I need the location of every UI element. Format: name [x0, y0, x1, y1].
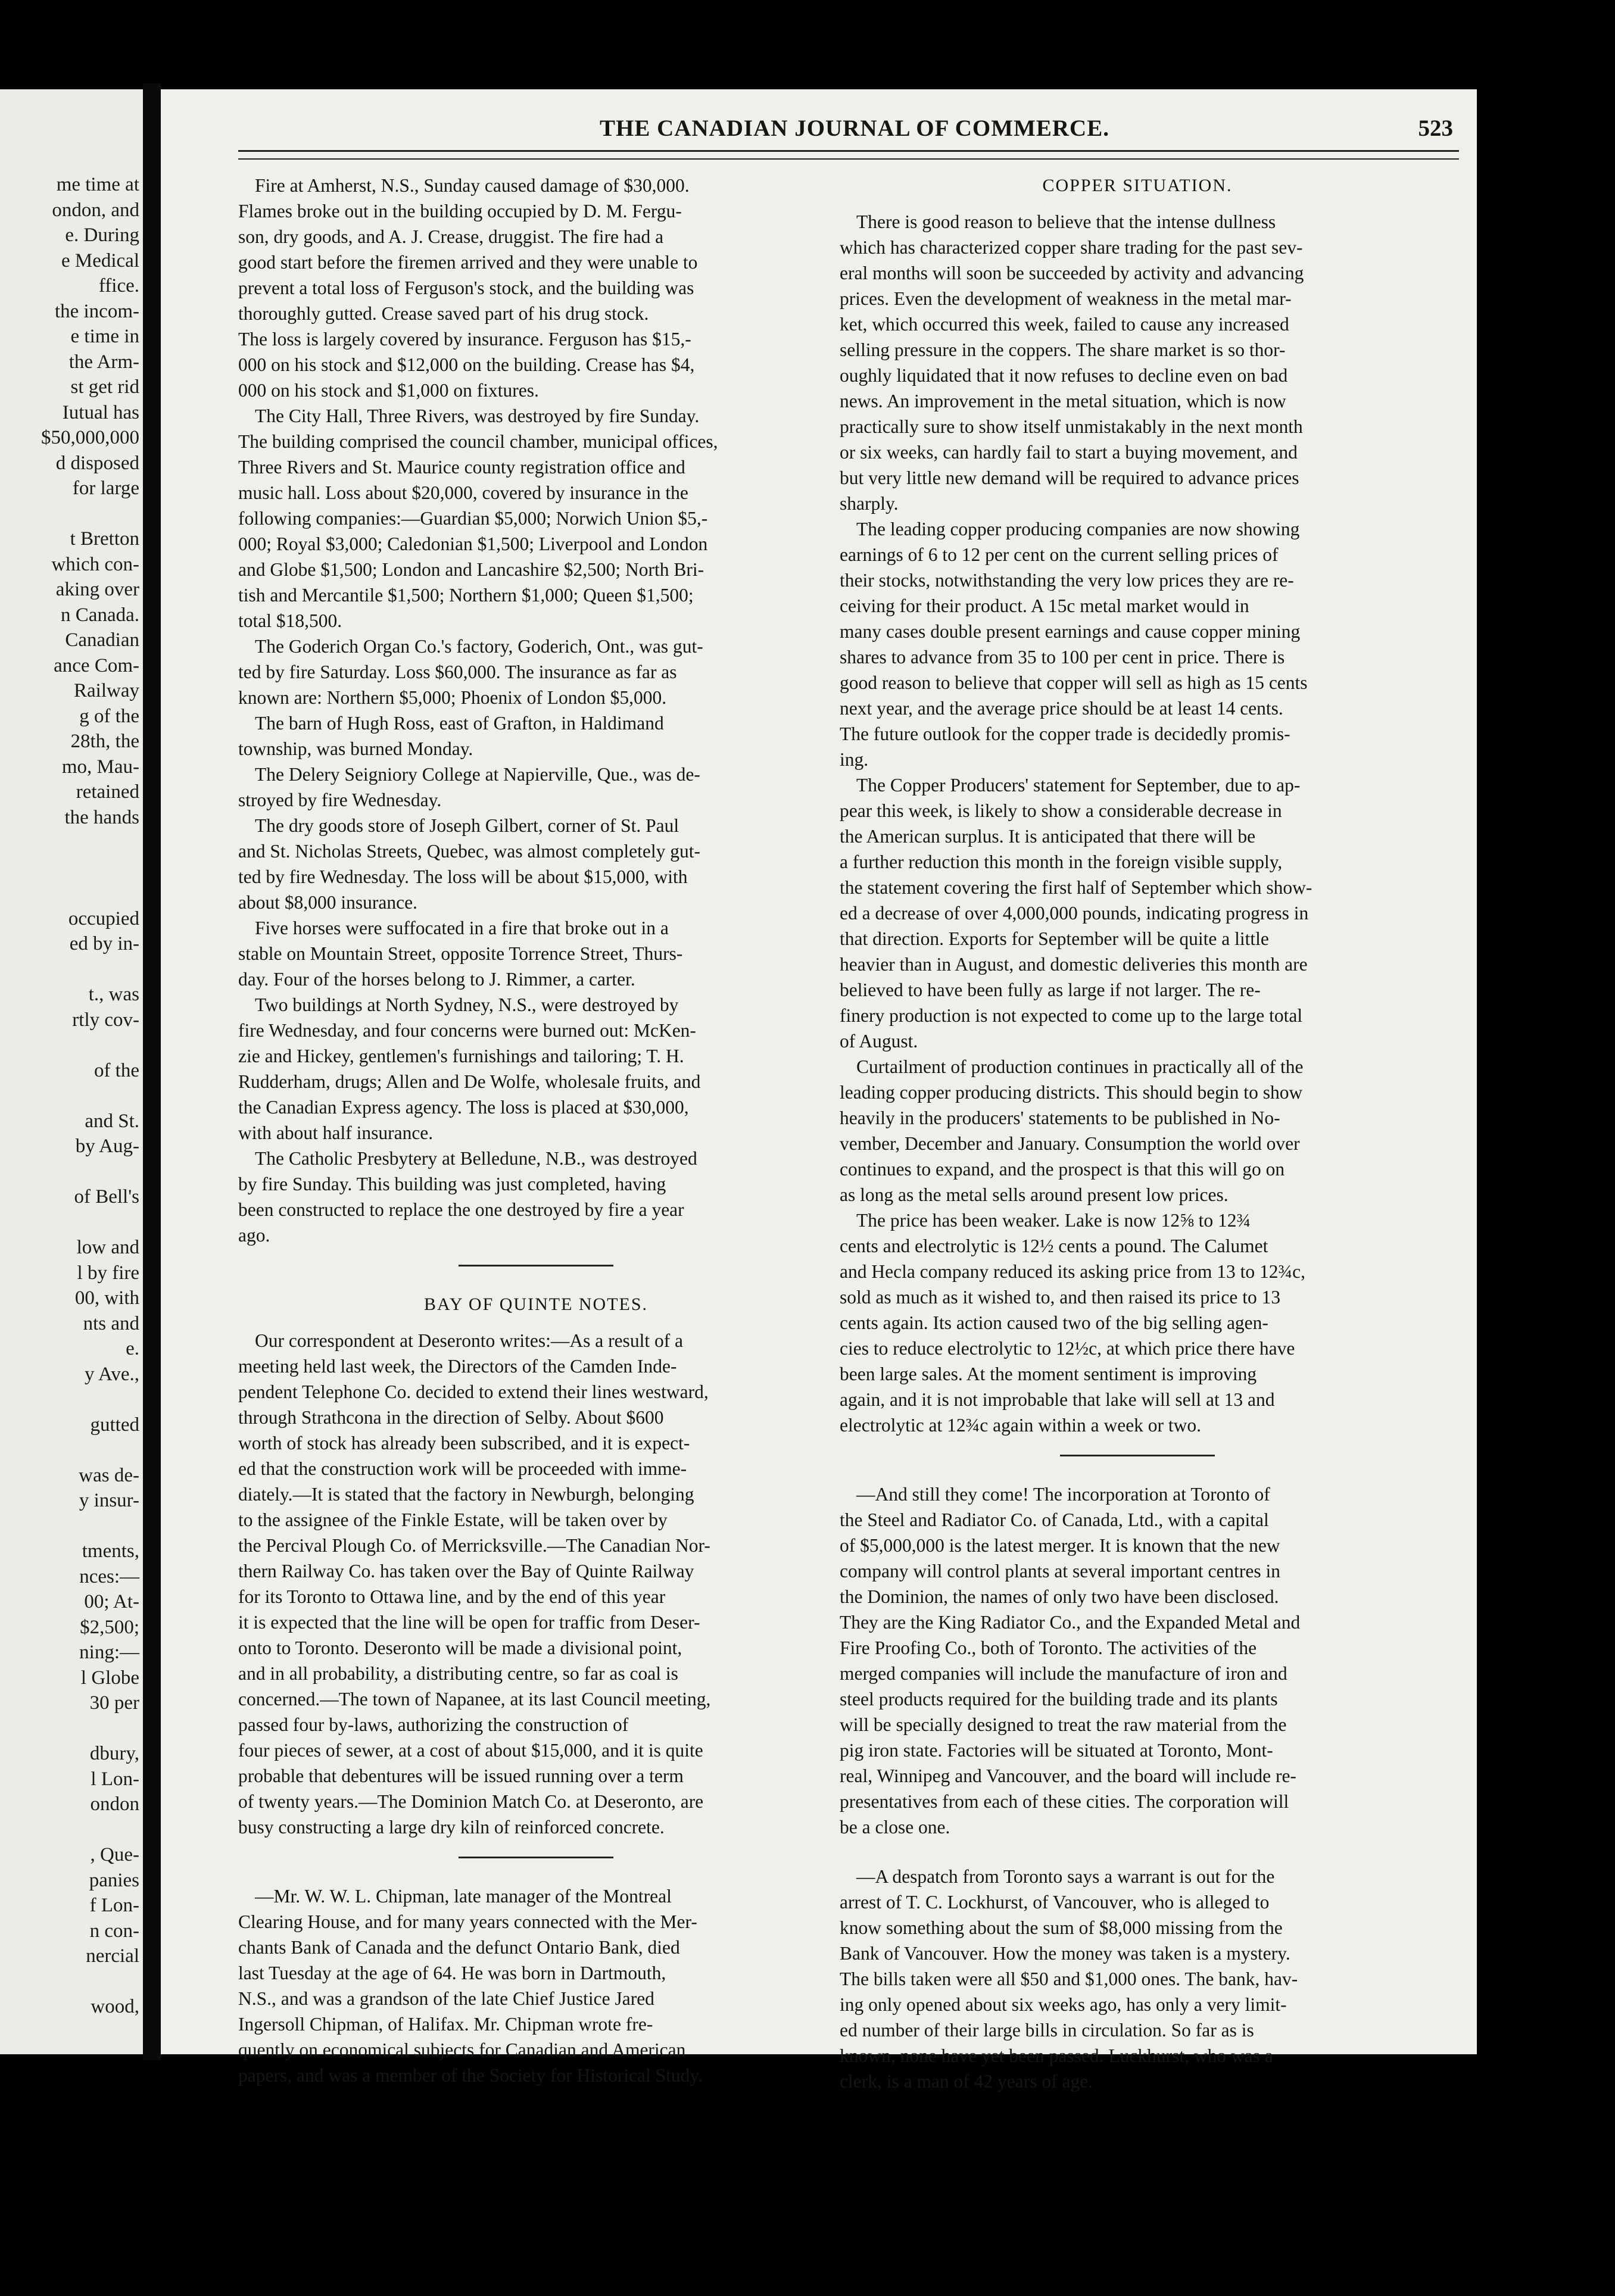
text-line: pig iron state. Factories will be situated at Toronto, Mont-	[840, 1740, 1273, 1761]
text-line: The future outlook for the copper trade is decidedly promis-	[840, 723, 1290, 744]
page-number: 523	[1418, 116, 1453, 141]
previous-page-fragment: t Bretton	[70, 528, 139, 550]
text-line: ing.	[840, 749, 869, 770]
previous-page-fragment: , Que-	[90, 1844, 139, 1866]
text-line: practically sure to show itself unmistakably in the next month	[840, 416, 1303, 437]
text-line: pendent Telephone Co. decided to extend their lines westward,	[238, 1381, 709, 1402]
text-line: The Delery Seigniory College at Napierville, Que., was de-	[255, 764, 700, 785]
previous-page-fragment: f Lon-	[89, 1895, 139, 1916]
text-line: diately.—It is stated that the factory in Newburgh, belonging	[238, 1484, 694, 1505]
text-line: and Hecla company reduced its asking price from 13 to 12¾c,	[840, 1261, 1305, 1282]
previous-page-fragment: y Ave.,	[85, 1363, 139, 1385]
text-line: clerk, is a man of 42 years of age.	[840, 2071, 1093, 2092]
text-line: N.S., and was a grandson of the late Chief Justice Jared	[238, 1988, 654, 2009]
section-divider	[459, 1857, 613, 1858]
text-line: cents again. Its action caused two of the big selling agen-	[840, 1312, 1268, 1333]
text-line: ket, which occurred this week, failed to cause any increased	[840, 314, 1289, 335]
previous-page-edge	[0, 89, 143, 2054]
text-line: finery production is not expected to come up to the large total	[840, 1005, 1303, 1026]
text-line: Two buildings at North Sydney, N.S., were destroyed by	[255, 994, 679, 1015]
text-line: Fire at Amherst, N.S., Sunday caused damage of $30,000.	[255, 175, 690, 196]
text-line: onto to Toronto. Deseronto will be made a divisional point,	[238, 1637, 682, 1658]
text-line: sold as much as it wished to, and then raised its price to 13	[840, 1287, 1281, 1308]
text-line: They are the King Radiator Co., and the Expanded Metal and	[840, 1612, 1301, 1633]
fire-reports	[238, 173, 834, 1248]
text-line: zie and Hickey, gentlemen's furnishings and tailoring; T. H.	[238, 1046, 684, 1066]
text-line: stable on Mountain Street, opposite Torrence Street, Thurs-	[238, 943, 683, 964]
text-line: know something about the sum of $8,000 missing from the	[840, 1917, 1283, 1938]
text-line: Our correspondent at Deseronto writes:—As a result of a	[255, 1330, 684, 1351]
text-line: it is expected that the line will be open for traffic from Deser-	[238, 1612, 700, 1633]
text-line: ing only opened about six weeks ago, has only a very limit-	[840, 1994, 1287, 2015]
text-line: next year, and the average price should be at least 14 cents.	[840, 698, 1283, 719]
previous-page-fragment: ffice.	[98, 275, 139, 297]
page-gutter	[143, 83, 161, 2060]
text-line: of twenty years.—The Dominion Match Co. at Deseronto, are	[238, 1791, 704, 1812]
text-line: prevent a total loss of Ferguson's stock, and the building was	[238, 277, 694, 298]
previous-page-fragment: the hands	[64, 806, 139, 828]
text-line: —A despatch from Toronto says a warrant is out for the	[856, 1866, 1275, 1887]
text-line: 000 on his stock and $12,000 on the building. Crease has $4,	[238, 354, 695, 375]
text-line: The price has been weaker. Lake is now 12⅝ to 12¾	[856, 1210, 1251, 1231]
previous-page-fragment: aking over	[55, 579, 139, 600]
previous-page-fragment: $2,500;	[80, 1616, 139, 1638]
text-line: last Tuesday at the age of 64. He was born in Dartmouth,	[238, 1963, 666, 1983]
previous-page-fragment: y insur-	[79, 1490, 139, 1511]
text-line: believed to have been fully as large if not larger. The re-	[840, 979, 1261, 1000]
text-line: through Strathcona in the direction of Selby. About $600	[238, 1407, 664, 1428]
previous-page-fragment: of the	[93, 1059, 139, 1081]
text-line: good start before the firemen arrived and they were unable to	[238, 252, 698, 273]
text-line: good reason to believe that copper will sell as high as 15 cents	[840, 672, 1308, 693]
previous-page-fragment: nces:—	[79, 1565, 139, 1587]
text-line: tish and Mercantile $1,500; Northern $1,000; Queen $1,500;	[238, 585, 694, 606]
text-line: news. An improvement in the metal situation, which is now	[840, 391, 1286, 411]
previous-page-fragment: wood,	[91, 1996, 139, 2017]
text-line: Rudderham, drugs; Allen and De Wolfe, wholesale fruits, and	[238, 1071, 701, 1092]
previous-page-fragment: g of the	[79, 705, 139, 727]
text-line: and St. Nicholas Streets, Quebec, was almost completely gut-	[238, 841, 700, 862]
previous-page-fragment: nts and	[83, 1312, 139, 1334]
text-line: company will control plants at several important centres in	[840, 1561, 1281, 1581]
text-line: 000 on his stock and $1,000 on fixtures.	[238, 380, 539, 401]
text-line: but very little new demand will be required to advance prices	[840, 467, 1299, 488]
text-line: quently on economical subjects for Canadian and American	[238, 2039, 686, 2060]
previous-page-fragment: t., was	[88, 984, 139, 1005]
text-line: four pieces of sewer, at a cost of about $15,000, and it is quite	[238, 1740, 703, 1761]
chipman-obituary	[238, 1883, 834, 2088]
text-line: electrolytic at 12¾c again within a week or two.	[840, 1415, 1202, 1436]
previous-page-fragment: ondon	[90, 1793, 139, 1815]
text-line: The bills taken were all $50 and $1,000 ones. The bank, hav-	[840, 1969, 1298, 1989]
text-line: Bank of Vancouver. How the money was taken is a mystery.	[840, 1943, 1290, 1964]
text-line: been large sales. At the moment sentiment is improving	[840, 1364, 1257, 1384]
previous-page-fragment: low and	[76, 1237, 139, 1258]
text-line: cents and electrolytic is 12½ cents a pound. The Calumet	[840, 1236, 1268, 1256]
text-line: The loss is largely covered by insurance. Ferguson has $15,-	[238, 329, 691, 350]
previous-page-fragment: retained	[76, 781, 139, 803]
text-line: steel products required for the building trade and its plants	[840, 1689, 1278, 1709]
previous-page-fragment: by Aug-	[75, 1135, 139, 1157]
text-line: probable that debentures will be issued running over a term	[238, 1765, 684, 1786]
text-line: and Globe $1,500; London and Lancashire $2,500; North Bri-	[238, 559, 704, 580]
previous-page-fragment: 00, with	[74, 1287, 139, 1309]
text-line: and in all probability, a distributing centre, so far as coal is	[238, 1663, 678, 1684]
text-line: Five horses were suffocated in a fire that broke out in a	[255, 918, 669, 938]
previous-page-fragment: which con-	[51, 553, 139, 575]
text-line: will be specially designed to treat the raw material from the	[840, 1714, 1287, 1735]
previous-page-fragment: ning:—	[79, 1642, 139, 1663]
text-line: Three Rivers and St. Maurice county registration office and	[238, 457, 685, 478]
previous-page-fragment: e.	[126, 1338, 139, 1359]
previous-page-fragment: l by fire	[77, 1262, 139, 1284]
text-line: Ingersoll Chipman, of Halifax. Mr. Chipman wrote fre-	[238, 2014, 653, 2035]
text-line: meeting held last week, the Directors of the Camden Inde-	[238, 1356, 677, 1377]
text-line: ted by fire Saturday. Loss $60,000. The insurance as far as	[238, 662, 677, 682]
text-line: fire Wednesday, and four concerns were burned out: McKen-	[238, 1020, 696, 1041]
previous-page-fragment: Canadian	[65, 629, 139, 651]
text-line: busy constructing a large dry kiln of reinforced concrete.	[238, 1817, 665, 1838]
text-line: cies to reduce electrolytic to 12½c, at which price there have	[840, 1338, 1295, 1359]
text-line: a further reduction this month in the foreign visible supply,	[840, 851, 1283, 872]
text-line: as long as the metal sells around present low prices.	[840, 1184, 1229, 1205]
text-line: heavier than in August, and domestic deliveries this month are	[840, 954, 1308, 975]
copper-situation-article	[840, 209, 1435, 1438]
previous-page-fragment: e Medical	[61, 249, 139, 272]
previous-page-fragment: e time in	[70, 326, 139, 347]
bay-of-quinte-heading: BAY OF QUINTE NOTES.	[423, 1294, 649, 1314]
text-line: ted by fire Wednesday. The loss will be about $15,000, with	[238, 866, 688, 887]
text-line: The Copper Producers' statement for September, due to ap-	[856, 775, 1301, 796]
section-divider	[459, 1265, 613, 1266]
text-line: known, none have yet been passed. Luckhurst, who was a	[840, 2045, 1273, 2066]
previous-page-fragment: 00; At-	[84, 1591, 139, 1612]
text-line: by fire Sunday. This building was just completed, having	[238, 1174, 666, 1194]
text-line: of $5,000,000 is the latest merger. It is known that the new	[840, 1535, 1280, 1556]
text-line: thern Railway Co. has taken over the Bay of Quinte Railway	[238, 1561, 694, 1581]
text-line: thoroughly gutted. Crease saved part of his drug stock.	[238, 303, 649, 324]
previous-page-fragment: for large	[72, 478, 139, 499]
previous-page-fragment: dbury,	[89, 1743, 139, 1764]
text-line: continues to expand, and the prospect is that this will go on	[840, 1159, 1285, 1180]
section-divider	[1060, 1455, 1215, 1456]
previous-page-fragment: me time at	[56, 174, 139, 195]
text-line: passed four by-laws, authorizing the construction of	[238, 1714, 629, 1735]
text-line: ed number of their large bills in circulation. So far as is	[840, 2020, 1254, 2041]
header-rule	[238, 150, 1459, 160]
text-line: son, dry goods, and A. J. Crease, druggist. The fire had a	[238, 226, 664, 247]
right-column	[840, 173, 1435, 2094]
text-line: There is good reason to believe that the intense dullness	[856, 211, 1276, 232]
previous-page-fragment: nercial	[86, 1945, 139, 1967]
text-line: many cases double present earnings and cause copper mining	[840, 621, 1301, 642]
text-line: heavily in the producers' statements to be published in No-	[840, 1108, 1280, 1128]
text-line: the Dominion, the names of only two have been disclosed.	[840, 1586, 1279, 1607]
text-line: ed that the construction work will be proceeded with imme-	[238, 1458, 687, 1479]
text-line: day. Four of the horses belong to J. Rimmer, a carter.	[238, 969, 635, 990]
text-line: ago.	[238, 1225, 270, 1246]
text-line: concerned.—The town of Napanee, at its last Council meeting,	[238, 1689, 711, 1709]
text-line: The dry goods store of Joseph Gilbert, corner of St. Paul	[255, 815, 679, 836]
text-line: Clearing House, and for many years connected with the Mer-	[238, 1911, 697, 1932]
text-line: worth of stock has already been subscribed, and it is expect-	[238, 1433, 690, 1453]
text-line: the Canadian Express agency. The loss is placed at $30,000,	[238, 1097, 689, 1118]
previous-page-fragment: n con-	[89, 1920, 139, 1942]
running-header	[256, 111, 1453, 146]
left-column	[238, 173, 834, 2088]
previous-page-fragment: tments,	[82, 1540, 139, 1562]
text-line: known are: Northern $5,000; Phoenix of London $5,000.	[238, 687, 667, 708]
text-line: The City Hall, Three Rivers, was destroyed by fire Sunday.	[255, 405, 700, 426]
text-line: sharply.	[840, 493, 899, 514]
previous-page-fragment: the incom-	[54, 300, 139, 322]
copper-situation-heading: COPPER SITUATION.	[1042, 176, 1233, 195]
previous-page-fragment: ance Com-	[54, 654, 139, 676]
previous-page-fragment: d disposed	[55, 452, 139, 474]
previous-page-fragment: mo, Mau-	[61, 756, 139, 778]
previous-page-fragment: panies	[89, 1869, 139, 1891]
text-line: that direction. Exports for September will be quite a little	[840, 928, 1269, 949]
text-line: arrest of T. C. Lockhurst, of Vancouver, who is alleged to	[840, 1892, 1270, 1913]
previous-page-fragment: gutted	[90, 1414, 139, 1436]
text-line: leading copper producing districts. This should begin to show	[840, 1082, 1303, 1103]
text-line: —Mr. W. W. L. Chipman, late manager of the Montreal	[255, 1886, 672, 1907]
text-line: again, and it is not improbable that lake will sell at 13 and	[840, 1389, 1275, 1410]
text-line: to the assignee of the Finkle Estate, will be taken over by	[238, 1509, 668, 1530]
steel-radiator-item	[840, 1481, 1435, 1840]
text-line: The barn of Hugh Ross, east of Grafton, in Haldimand	[255, 713, 664, 734]
text-line: about $8,000 insurance.	[238, 892, 417, 913]
text-line: Fire Proofing Co., both of Toronto. The activities of the	[840, 1637, 1257, 1658]
text-line: shares to advance from 35 to 100 per cent in price. There is	[840, 647, 1285, 667]
text-line: presentatives from each of these cities. The corporation will	[840, 1791, 1289, 1812]
text-line: The Goderich Organ Co.'s factory, Goderich, Ont., was gut-	[255, 636, 703, 657]
text-line: for its Toronto to Ottawa line, and by the end of this year	[238, 1586, 666, 1607]
lockhurst-item	[840, 1864, 1435, 2094]
text-line: 000; Royal $3,000; Caledonian $1,500; Liverpool and London	[238, 534, 708, 554]
text-line: been constructed to replace the one destroyed by fire a year	[238, 1199, 684, 1220]
text-line: be a close one.	[840, 1817, 950, 1838]
text-line: township, was burned Monday.	[238, 738, 473, 759]
previous-page-fragment: the Arm-	[68, 351, 139, 373]
previous-page-fragment: 30 per	[89, 1692, 139, 1714]
text-line: the Steel and Radiator Co. of Canada, Ltd., with a capital	[840, 1509, 1269, 1530]
previous-page-fragment: 28th, the	[70, 731, 139, 752]
previous-page-fragment: n Canada.	[61, 604, 139, 626]
text-line: or six weeks, can hardly fail to start a buying movement, and	[840, 442, 1298, 463]
text-line: of August.	[840, 1031, 918, 1052]
text-line: eral months will soon be succeeded by activity and advancing	[840, 263, 1304, 283]
text-line: prices. Even the development of weakness in the metal mar-	[840, 288, 1292, 309]
text-line: total $18,500.	[238, 610, 342, 631]
previous-page-fragment: l Lon-	[91, 1768, 139, 1790]
text-line: their stocks, notwithstanding the very low prices they are re-	[840, 570, 1294, 591]
text-line: stroyed by fire Wednesday.	[238, 790, 442, 810]
previous-page-fragment: ondon, and	[52, 199, 139, 221]
text-line: the statement covering the first half of September which show-	[840, 877, 1312, 898]
previous-page-fragment: Iutual has	[62, 401, 139, 423]
text-line: real, Winnipeg and Vancouver, and the board will include re-	[840, 1765, 1296, 1786]
previous-page-fragment: l Globe	[80, 1667, 139, 1689]
text-line: chants Bank of Canada and the defunct Ontario Bank, died	[238, 1937, 680, 1958]
text-line: following companies:—Guardian $5,000; Norwich Union $5,-	[238, 508, 708, 529]
previous-page-fragment: e. During	[65, 224, 139, 246]
journal-title: THE CANADIAN JOURNAL OF COMMERCE.	[600, 116, 1109, 141]
previous-page-fragment: st get rid	[70, 376, 139, 398]
journal-page	[161, 89, 1477, 2092]
previous-page-fragment: of Bell's	[74, 1186, 139, 1208]
previous-page-fragment: occupied	[68, 907, 139, 929]
previous-page-fragment: was de-	[79, 1464, 139, 1486]
text-line: vember, December and January. Consumption the world over	[840, 1133, 1300, 1154]
bay-of-quinte-notes	[238, 1328, 834, 1840]
text-line: the Percival Plough Co. of Merricksville.—The Canadian Nor-	[238, 1535, 710, 1556]
text-line: Flames broke out in the building occupied by D. M. Fergu-	[238, 201, 682, 222]
text-line: with about half insurance.	[238, 1122, 434, 1143]
text-line: earnings of 6 to 12 per cent on the current selling prices of	[840, 544, 1279, 565]
previous-page-fragment: rtly cov-	[72, 1009, 139, 1031]
previous-page-fragment: ed by in-	[69, 933, 139, 954]
text-line: oughly liquidated that it now refuses to decline even on bad	[840, 365, 1288, 386]
text-line: the American surplus. It is anticipated that there will be	[840, 826, 1256, 847]
text-line: papers, and was a member of the Society for Historical Study.	[238, 2065, 703, 2086]
text-line: The Catholic Presbytery at Belledune, N.B., was destroyed	[255, 1148, 697, 1169]
text-line: which has characterized copper share trading for the past sev-	[840, 237, 1303, 258]
text-line: music hall. Loss about $20,000, covered by insurance in the	[238, 482, 688, 503]
text-line: The building comprised the council chamber, municipal offices,	[238, 431, 718, 452]
text-line: Curtailment of production continues in practically all of the	[856, 1056, 1304, 1077]
text-line: The leading copper producing companies are now showing	[856, 519, 1300, 539]
previous-page-fragment: $50,000,000	[41, 427, 139, 448]
text-line: merged companies will include the manufacture of iron and	[840, 1663, 1287, 1684]
previous-page-fragment: Railway	[74, 680, 139, 701]
text-line: ceiving for their product. A 15c metal market would in	[840, 595, 1249, 616]
text-line: —And still they come! The incorporation at Toronto of	[856, 1484, 1270, 1505]
text-line: pear this week, is likely to show a considerable decrease in	[840, 800, 1282, 821]
text-line: ed a decrease of over 4,000,000 pounds, indicating progress in	[840, 903, 1309, 924]
previous-page-fragment: and St.	[85, 1110, 139, 1132]
text-line: selling pressure in the coppers. The share market is so thor-	[840, 339, 1286, 360]
